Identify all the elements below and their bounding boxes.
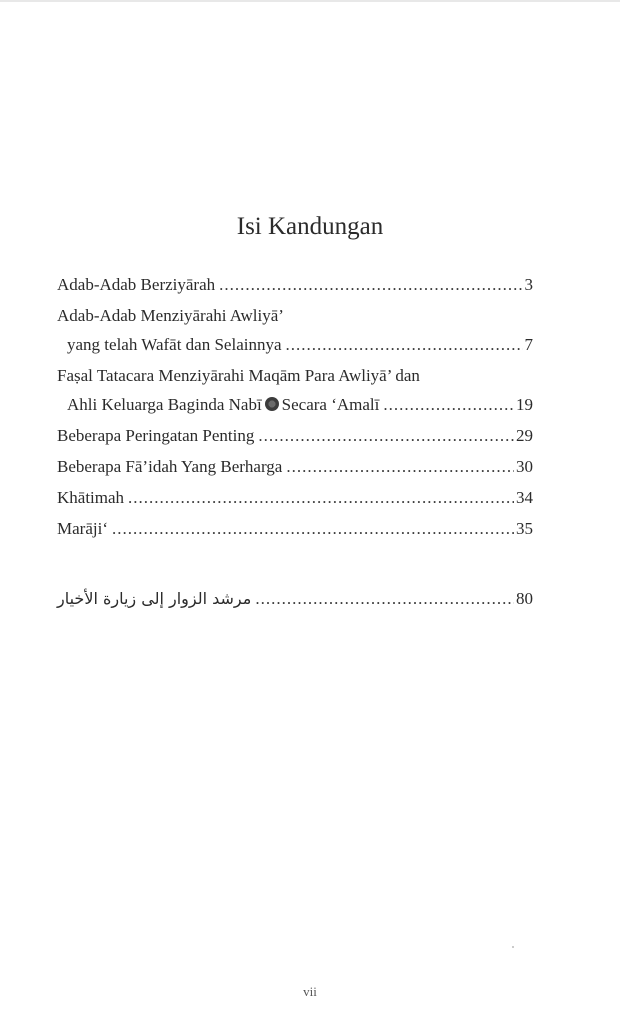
toc-page-number: 3 <box>524 275 533 294</box>
toc-entry-title: Adab-Adab Berziyārah <box>57 275 216 294</box>
toc-entry[interactable] <box>57 514 533 543</box>
toc-entry-arabic[interactable] <box>57 584 533 613</box>
toc-entry[interactable] <box>57 483 533 512</box>
dot-leader <box>128 483 514 512</box>
toc-entry-title: Beberapa Fā’idah Yang Berharga <box>57 457 283 476</box>
toc-entry-title-continued <box>67 390 379 419</box>
toc-entry-title: Faṣal Tatacara Menziyārahi Maqām Para Awliyā’ dan <box>57 366 420 385</box>
dot-leader <box>383 390 514 419</box>
toc-entry-title-part: Secara ‘Amalī <box>281 395 380 414</box>
dot-leader <box>286 330 523 359</box>
paper-speck <box>512 946 514 948</box>
toc-entry-title: Khātimah <box>57 488 125 507</box>
toc-entry-title: Marāji‘ <box>57 519 108 538</box>
dot-leader <box>258 421 514 450</box>
toc-entry[interactable] <box>57 301 533 359</box>
toc-page-number: 7 <box>524 335 533 354</box>
dot-leader <box>112 514 514 543</box>
toc-entry-title: Adab-Adab Menziyārahi Awliyā’ <box>57 306 284 325</box>
page-number: vii <box>303 984 317 999</box>
toc-entry-title-part: Ahli Keluarga Baginda Nabī <box>67 395 262 414</box>
toc-entry-title: Beberapa Peringatan Penting <box>57 426 255 445</box>
toc-page-number: 80 <box>516 589 533 608</box>
table-of-contents <box>57 270 533 613</box>
page-edge <box>0 0 620 2</box>
toc-entry[interactable] <box>57 270 533 299</box>
salawat-seal-icon <box>265 397 279 411</box>
dot-leader <box>219 270 522 299</box>
toc-page-number: 30 <box>516 457 533 476</box>
dot-leader <box>255 584 514 613</box>
toc-page-number: 29 <box>516 426 533 445</box>
toc-entry[interactable] <box>57 452 533 481</box>
toc-page-number: 19 <box>516 395 533 414</box>
toc-entry-title-continued: yang telah Wafāt dan Selainnya <box>67 335 282 354</box>
toc-entry[interactable] <box>57 421 533 450</box>
toc-page-number: 35 <box>516 519 533 538</box>
toc-page-number: 34 <box>516 488 533 507</box>
dot-leader <box>286 452 514 481</box>
page-title: Isi Kandungan <box>236 213 384 240</box>
toc-entry[interactable] <box>57 361 533 419</box>
toc-entry-title-arabic: مرشد الزوار إلى زيارة الأخيار <box>57 589 252 608</box>
